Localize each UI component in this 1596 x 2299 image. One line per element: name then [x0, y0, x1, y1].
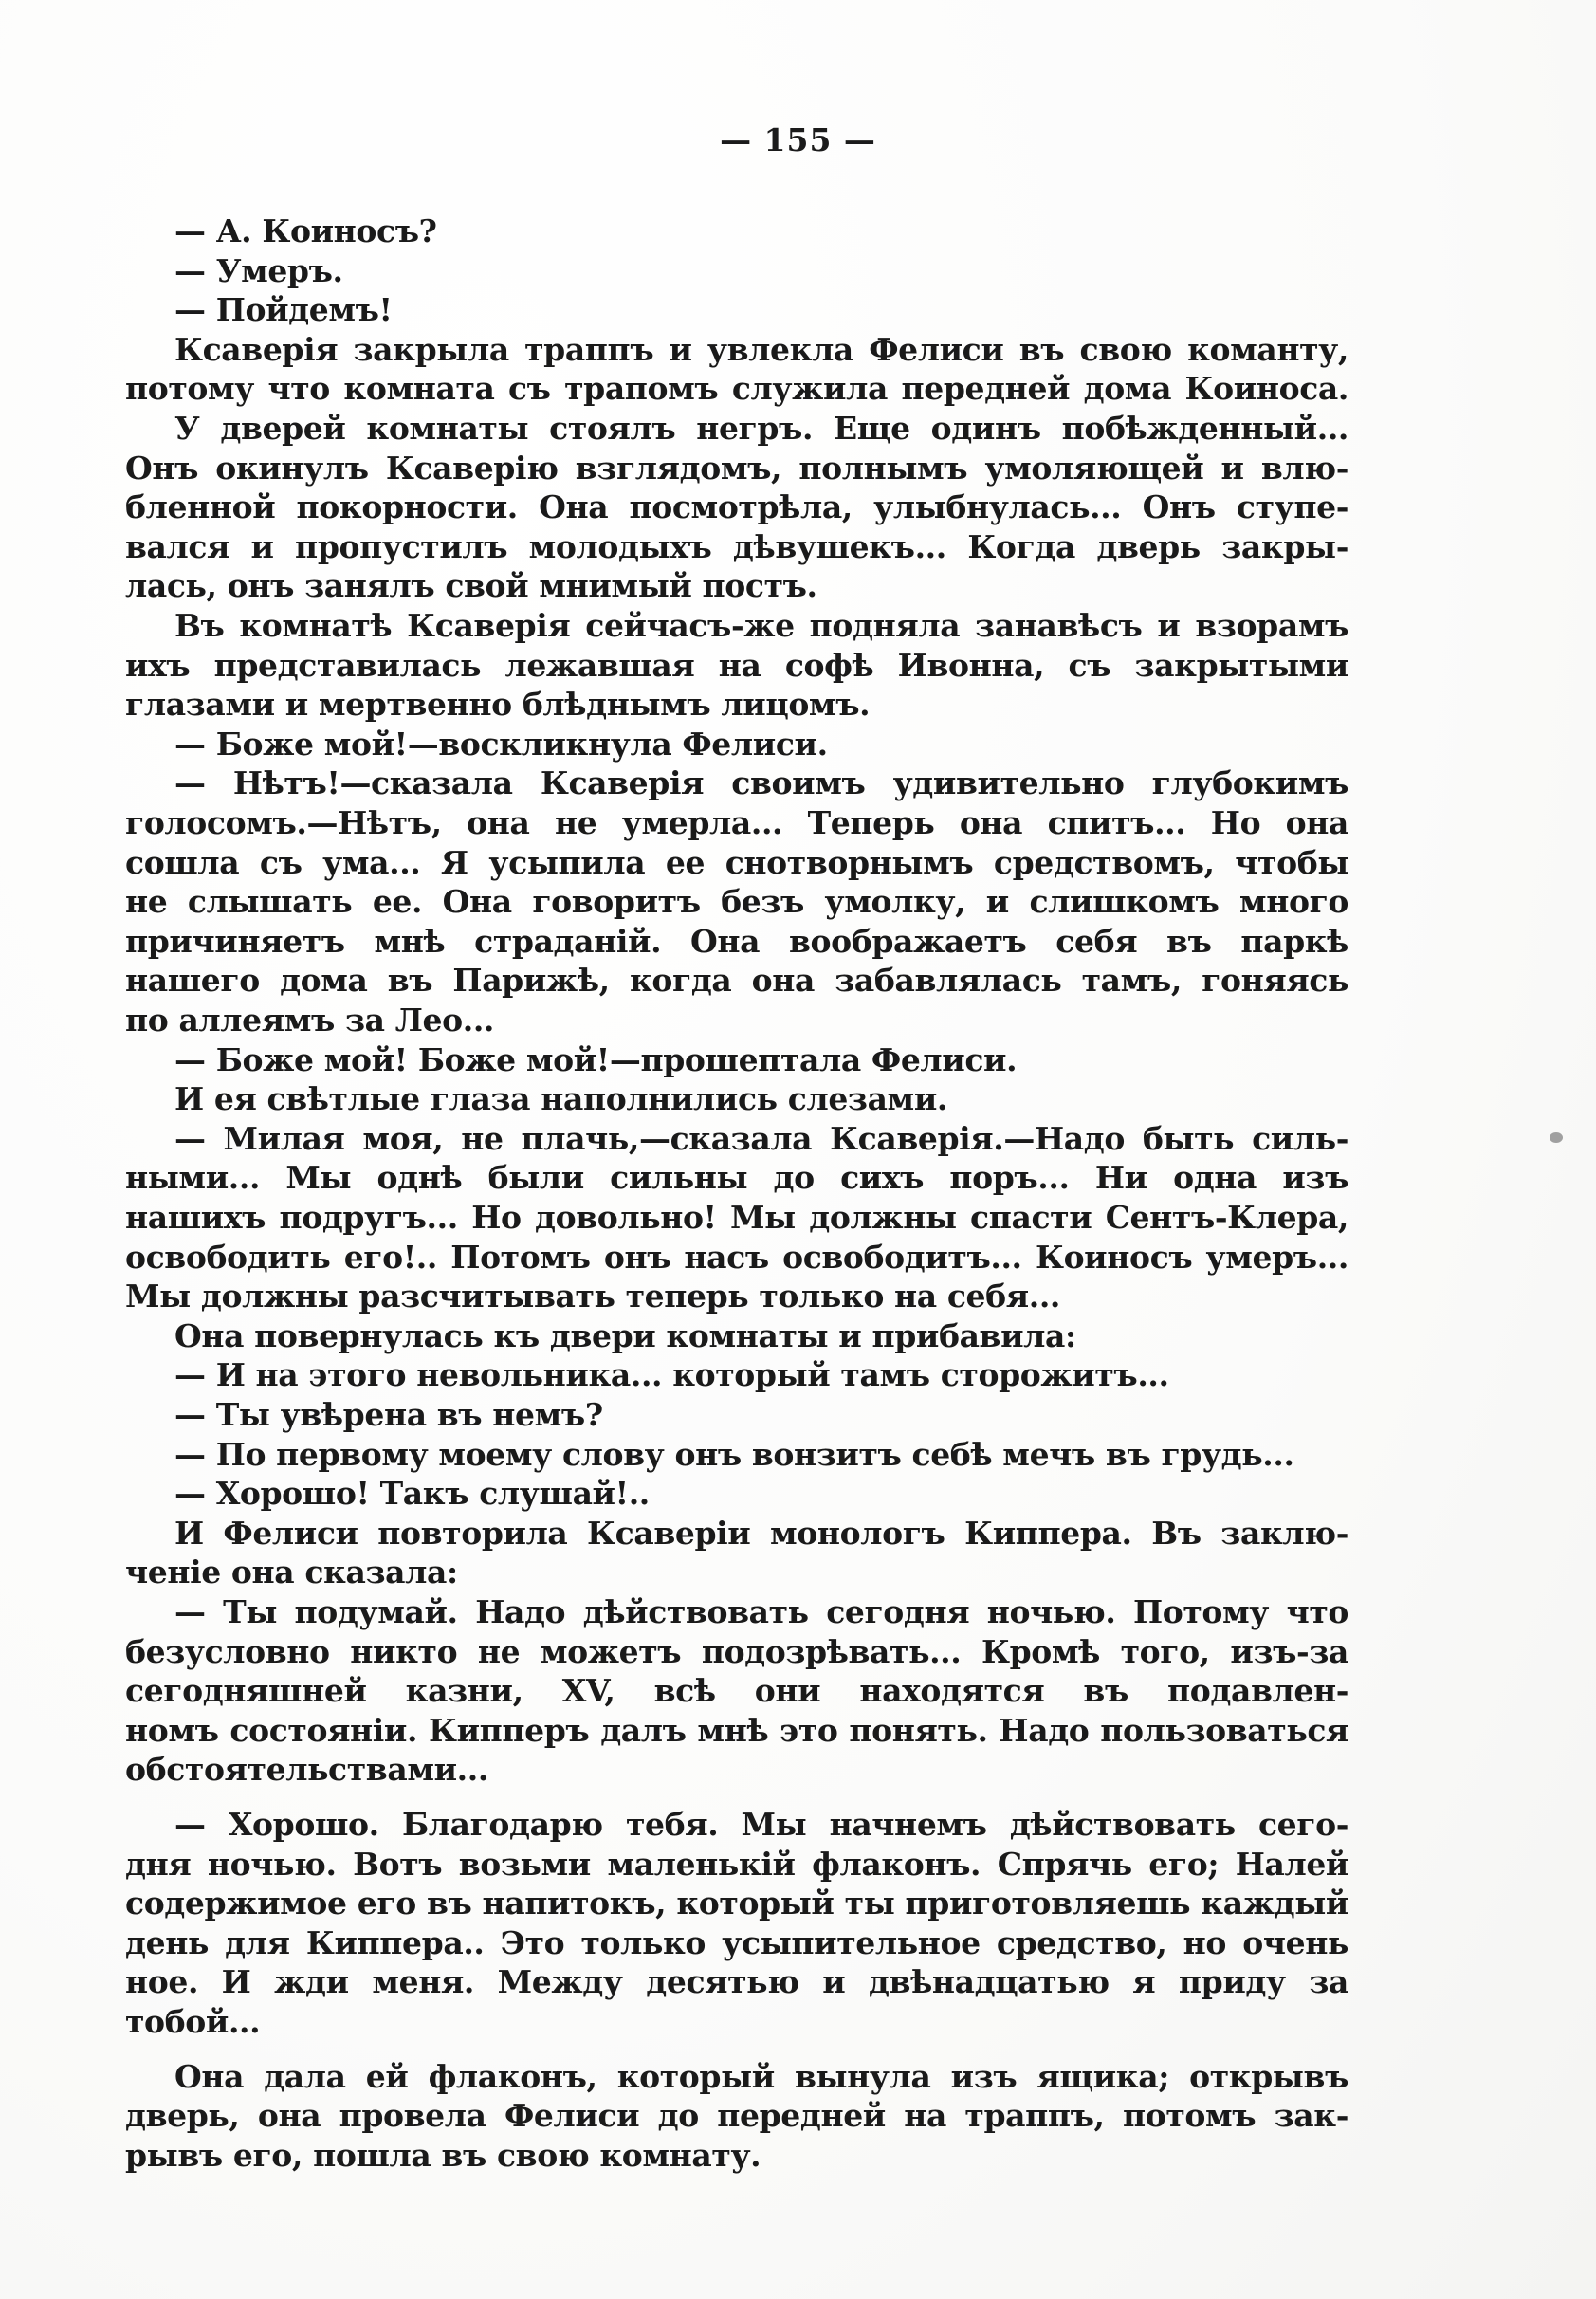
text-line: — И на этого невольника... который тамъ сторожитъ...: [174, 1356, 1169, 1393]
text-line: Ксаверія закрыла траппъ и увлекла Фелиси въ свою команту,: [174, 331, 1348, 368]
text-line: причиняетъ мнѣ страданій. Она воображаетъ себя въ паркѣ: [125, 923, 1348, 960]
text-line: — Нѣтъ!—сказала Ксаверія своимъ удивительно глубокимъ: [174, 764, 1348, 801]
text-line: Онъ окинулъ Ксаверію взглядомъ, полнымъ умоляющей и влю-: [125, 450, 1348, 487]
page-number: — 155 —: [720, 121, 876, 158]
text-line: обстоятельствами...: [125, 1751, 488, 1788]
text-line: ными... Мы однѣ были сильны до сихъ поръ... Ни одна изъ: [125, 1159, 1348, 1196]
text-line: Мы должны разсчитывать теперь только на себя...: [125, 1278, 1061, 1315]
text-line: — Пойдемъ!: [174, 291, 393, 328]
text-line: номъ состояніи. Кипперъ далъ мнѣ это понять. Надо пользоваться: [125, 1712, 1348, 1749]
text-line: нашего дома въ Парижѣ, когда она забавлялась тамъ, гоняясь: [125, 962, 1348, 999]
text-line: — Милая моя, не плачь,—сказала Ксаверія.—Надо быть силь-: [174, 1120, 1348, 1157]
text-line: И ея свѣтлые глаза наполнились слезами.: [174, 1080, 947, 1117]
text-line: ное. И жди меня. Между десятью и двѣнадцатью я приду за: [125, 1963, 1348, 2000]
text-line: — А. Коиносъ?: [174, 212, 437, 249]
text-line: тобой...: [125, 2003, 261, 2040]
text-line: сошла съ ума... Я усыпила ее снотворнымъ средствомъ, чтобы: [125, 844, 1348, 881]
text-line: лась, онъ занялъ свой мнимый постъ.: [125, 567, 817, 604]
text-line: — Ты подумай. Надо дѣйствовать сегодня ночью. Потому что: [174, 1593, 1348, 1630]
text-line: бленной покорности. Она посмотрѣла, улыбнулась... Онъ ступе-: [125, 488, 1348, 525]
text-line: не слышать ее. Она говоритъ безъ умолку, и слишкомъ много: [125, 883, 1348, 920]
text-line: Въ комнатѣ Ксаверія сейчасъ-же подняла занавѣсъ и взорамъ: [174, 607, 1348, 644]
text-line: сегодняшней казни, XV, всѣ они находятся въ подавлен-: [125, 1672, 1348, 1709]
text-line: — Хорошо! Такъ слушай!..: [174, 1475, 650, 1512]
text-line: содержимое его въ напитокъ, который ты приготовляешь каждый: [125, 1885, 1348, 1922]
text-line: — Хорошо. Благодарю тебя. Мы начнемъ дѣйствовать сего-: [174, 1806, 1348, 1843]
text-line: У дверей комнаты стоялъ негръ. Еще одинъ побѣжденный...: [174, 410, 1348, 447]
text-line: день для Киппера.. Это только усыпительное средство, но очень: [125, 1924, 1348, 1961]
text-line: — Боже мой! Боже мой!—прошептала Фелиси.: [174, 1041, 1018, 1078]
text-line: дверь, она провела Фелиси до передней на траппъ, потомъ зак-: [125, 2097, 1348, 2134]
text-line: безусловно никто не можетъ подозрѣвать... Кромѣ того, изъ-за: [125, 1633, 1348, 1670]
text-line: нашихъ подругъ... Но довольно! Мы должны спасти Сентъ-Клера,: [125, 1199, 1348, 1236]
text-line: по аллеямъ за Лео...: [125, 1002, 494, 1039]
text-line: дня ночью. Вотъ возьми маленькій флаконъ. Спрячь его; Налей: [125, 1846, 1348, 1883]
text-line: потому что комната съ трапомъ служила передней дома Коиноса.: [125, 370, 1348, 407]
text-line: Она дала ей флаконъ, который вынула изъ ящика; открывъ: [174, 2058, 1348, 2095]
paper-speck: [1550, 1132, 1563, 1143]
text-line: ченіе она сказала:: [125, 1554, 458, 1591]
text-line: голосомъ.—Нѣтъ, она не умерла... Теперь она спитъ... Но она: [125, 804, 1348, 841]
text-line: — По первому моему слову онъ вонзитъ себѣ мечъ въ грудь...: [174, 1436, 1294, 1473]
text-line: глазами и мертвенно блѣднымъ лицомъ.: [125, 686, 871, 723]
text-line: освободить его!.. Потомъ онъ насъ освободитъ... Коиносъ умеръ...: [125, 1239, 1348, 1276]
text-line: — Ты увѣрена въ немъ?: [174, 1396, 603, 1433]
text-line: ихъ представилась лежавшая на софѣ Ивонна, съ закрытыми: [125, 647, 1348, 684]
text-line: И Фелиси повторила Ксаверіи монологъ Киппера. Въ заклю-: [174, 1515, 1348, 1552]
text-line: Она повернулась къ двери комнаты и прибавила:: [174, 1317, 1076, 1354]
text-line: — Боже мой!—воскликнула Фелиси.: [174, 726, 828, 763]
text-line: — Умеръ.: [174, 252, 343, 289]
text-line: рывъ его, пошла въ свою комнату.: [125, 2137, 761, 2174]
text-line: вался и пропустилъ молодыхъ дѣвушекъ... Когда дверь закры-: [125, 528, 1348, 565]
